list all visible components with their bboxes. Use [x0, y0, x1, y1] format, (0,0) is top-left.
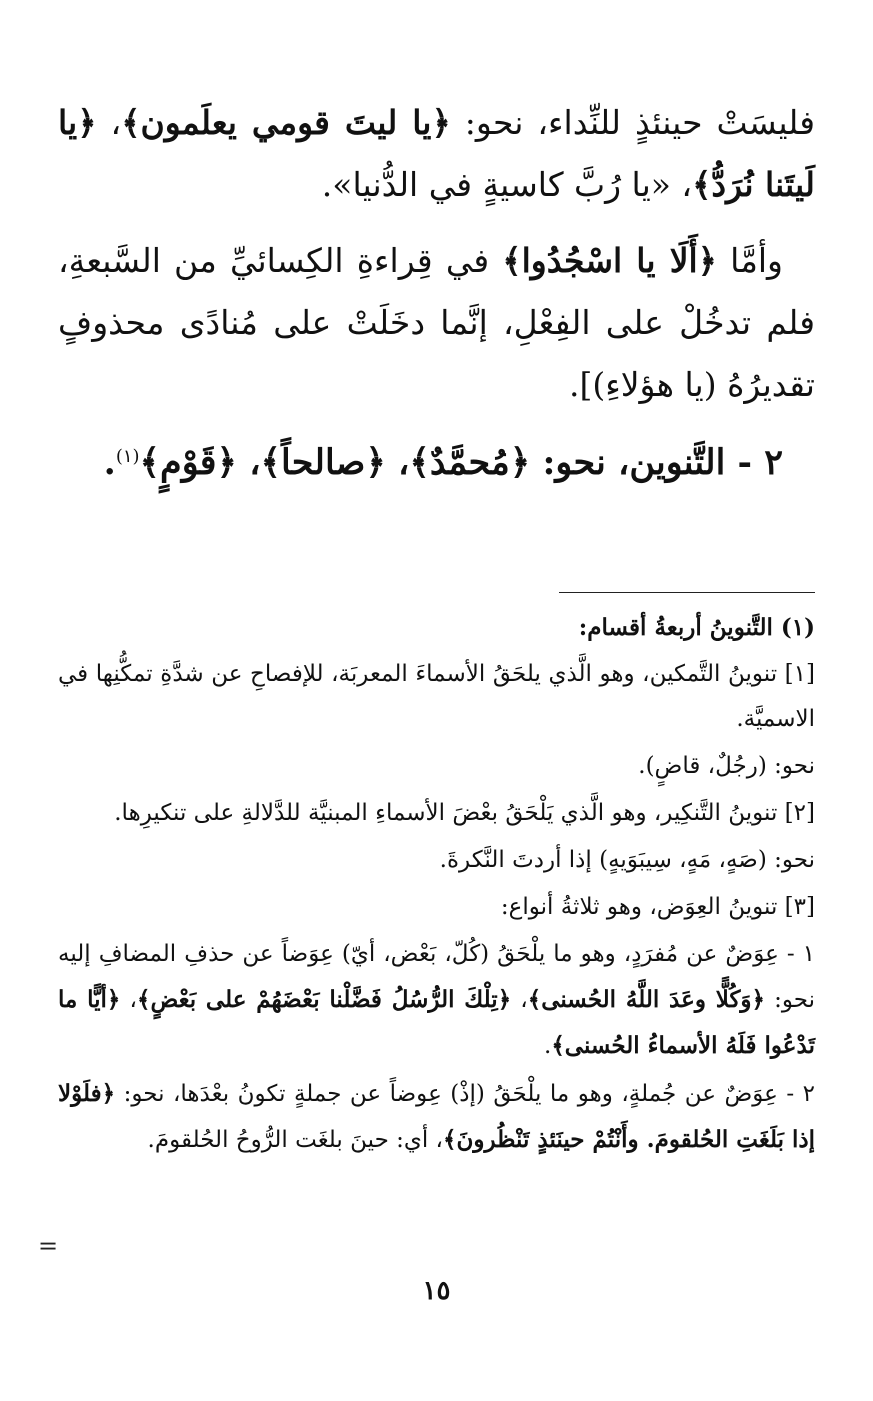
footnote-item: [٢] تنوينُ التَّنكِير، وهو الَّذي يَلْحَقُ بعْضَ الأسماءِ المبنيَّة للدَّلالةِ على تنكيرِها.	[114, 800, 815, 826]
item-heading: ٢ - التَّنوين، نحو:	[530, 442, 783, 483]
footnote-divider	[559, 592, 815, 593]
text: ٢ - عِوَضٌ عن جُملةٍ، وهو ما يلْحَقُ (إذْ) عِوضاً عن جملةٍ تكونُ بعْدَها، نحو:	[115, 1081, 815, 1107]
text: في قِراءةِ الكِسائيِّ من السَّبعةِ، فلم تدخُلْ على الفِعْلِ، إنَّما دخَلَتْ على مُنادًى محذوفٍ تقديرُهُ (يا هؤلاءِ)].	[58, 241, 815, 404]
footnote-item: [١] تنوينُ التَّمكين، وهو الَّذي يلحَقُ الأسماءَ المعربَة، للإفصاحِ عن شدَّةِ تمكُّنِها في الاسميَّة.	[58, 661, 815, 732]
footnote-marker: (١)	[115, 446, 140, 467]
text: وأمَّا	[717, 241, 783, 280]
footnotes	[58, 605, 815, 1165]
footnote-subitem	[58, 932, 815, 1069]
text: ١ - عِوَضٌ عن مُفرَدٍ، وهو ما يلْحَقُ (كُلّ، بَعْض، أيّ) عِوَضاً عن حذفِ المضافِ إليه نحو:	[58, 941, 815, 1013]
quran-quote: ﴿تِلْكَ الرُّسُلُ فَضَّلْنا بَعْضَهُمْ على بَعْضٍ﴾	[136, 986, 512, 1013]
quran-quote: ﴿يا ليتَ قومي يعلَمون﴾	[121, 103, 451, 142]
text: .	[544, 1033, 552, 1059]
main-text	[58, 92, 815, 510]
quran-quote: ﴿قَوْمٍ﴾	[139, 442, 238, 483]
separator: ،	[237, 442, 261, 483]
text: فليسَتْ حينئذٍ للنِّداء، نحو:	[450, 103, 815, 142]
text: ،	[96, 103, 122, 142]
text: ، «يا رُبَّ كاسيةٍ في الدُّنيا».	[321, 165, 693, 204]
quran-quote: ﴿أيًّا ما تَدْعُوا فَلَهُ الأسماءُ الحُسنى﴾	[58, 986, 815, 1059]
footnote-subitem	[58, 1071, 815, 1163]
text: ،	[120, 987, 137, 1013]
footnote-example: نحو: (رجُلٌ، قاضٍ).	[638, 753, 815, 779]
continuation-mark: =	[38, 1232, 59, 1260]
period: .	[103, 442, 116, 483]
paragraph-kisai	[58, 230, 815, 416]
footnote-item: [٣] تنوينُ العِوَض، وهو ثلاثةُ أنواع:	[500, 894, 815, 920]
page-number: ١٥	[422, 1276, 451, 1306]
quran-quote: ﴿يا لَيتَنا نُرَدُّ﴾	[58, 103, 815, 204]
text: ، أي: حينَ بلغَت الرُّوحُ الحُلقومَ.	[147, 1127, 443, 1153]
quran-quote: ﴿وَكُلًّا وعَدَ اللَّهُ الحُسنى﴾	[527, 986, 765, 1013]
quran-quote: ﴿صالحاً﴾	[260, 442, 386, 483]
quran-quote: ﴿فلَوْلا إذا بَلَغَتِ الحُلقومَ. وأَنْتُمْ حينَئذٍ تَنْظُرونَ﴾	[58, 1080, 815, 1153]
paragraph-tanwin	[58, 430, 815, 496]
text: ،	[511, 987, 528, 1013]
separator: ،	[385, 442, 410, 483]
quran-quote: ﴿أَلَا يا اسْجُدُوا﴾	[502, 241, 718, 280]
footnote-example: نحو: (صَهٍ، مَهٍ، سِيبَوَيهٍ) إذا أردتَ النَّكرةَ.	[439, 847, 815, 873]
quran-quote: ﴿مُحمَّدٌ﴾	[409, 442, 531, 483]
footnote-title: (١) التَّنوينُ أربعةُ أقسام:	[578, 614, 815, 641]
paragraph-nida	[58, 92, 815, 216]
